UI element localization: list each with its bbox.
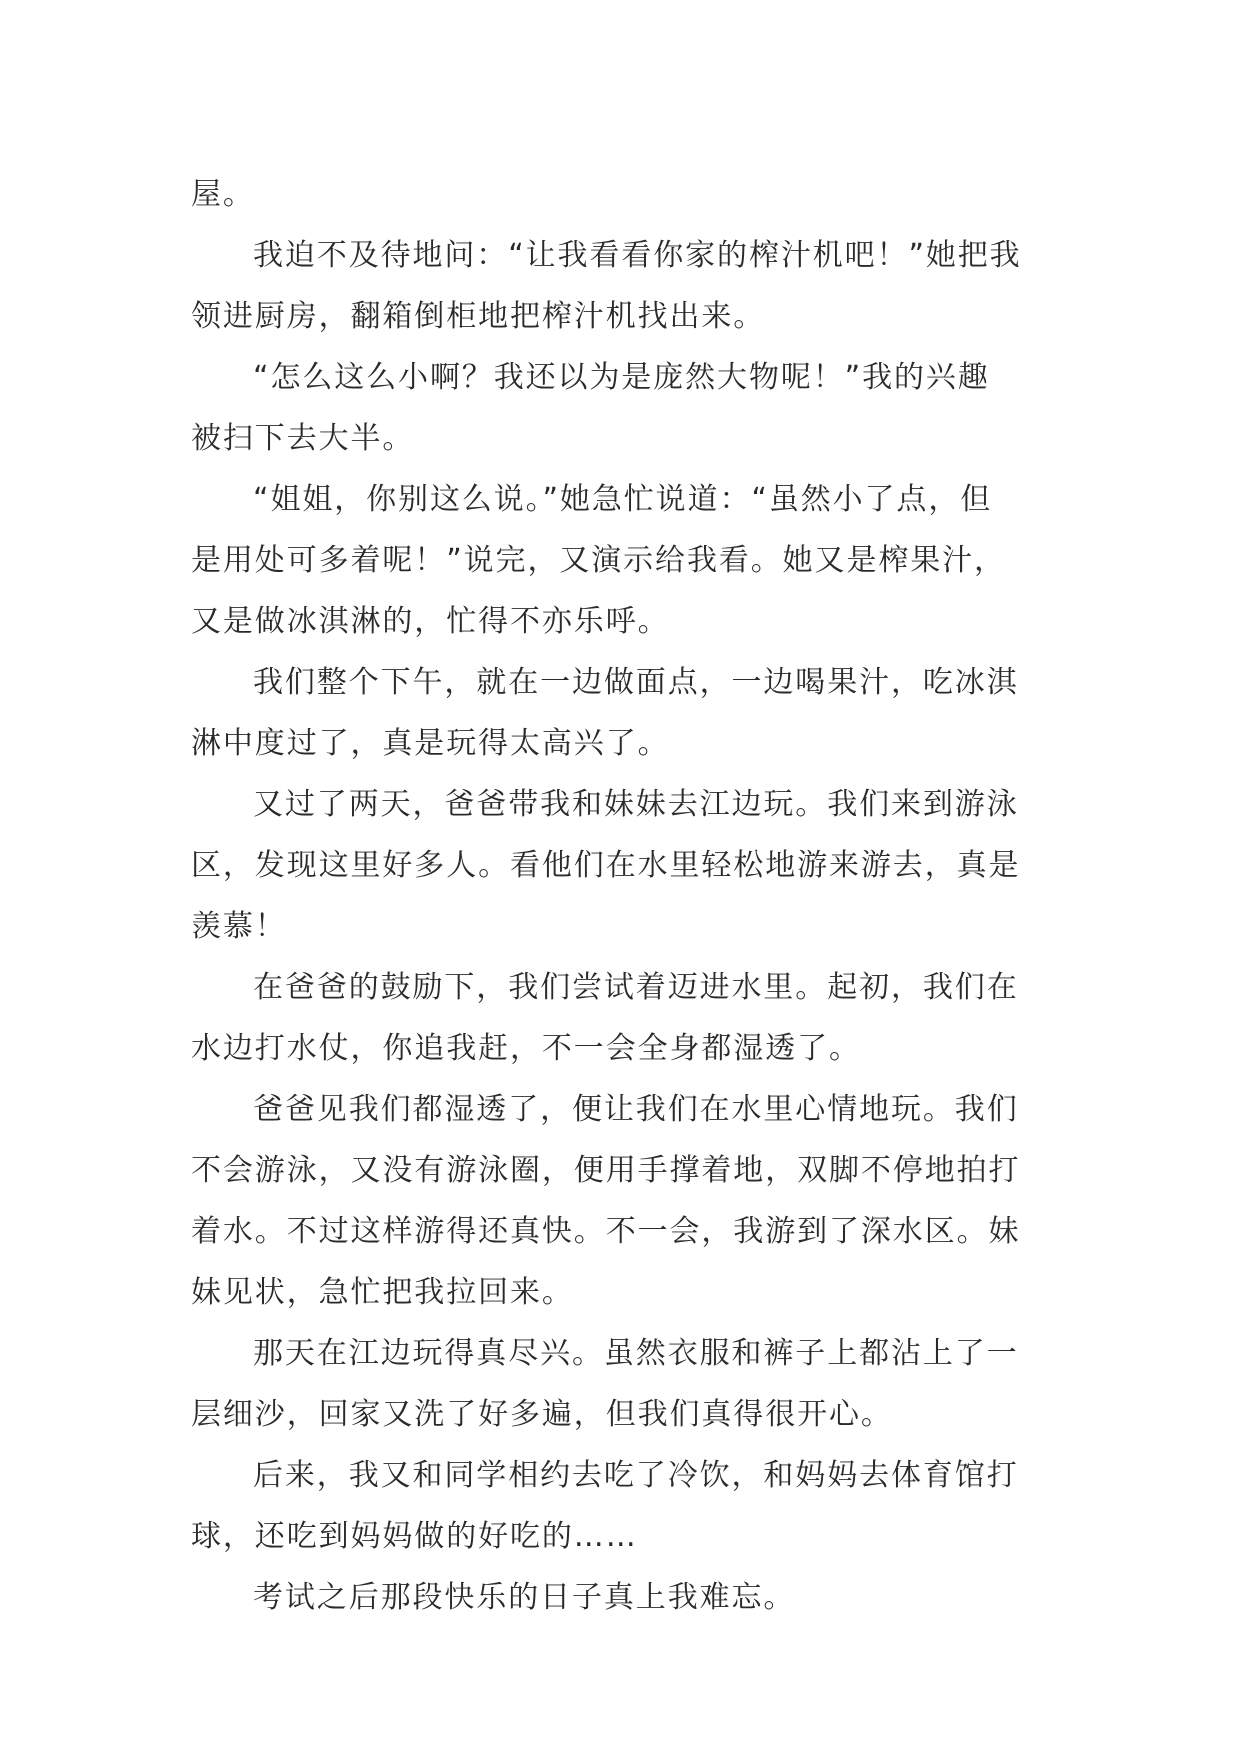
- text-line: 又是做冰淇淋的，忙得不亦乐呼。: [191, 604, 670, 639]
- document-page: [191, 164, 1053, 1628]
- text-line: 我们整个下午，就在一边做面点，一边喝果汁，吃冰淇: [253, 665, 1019, 700]
- text-line: 着水。不过这样游得还真快。不一会，我游到了深水区。妹: [191, 1214, 1021, 1249]
- text-line: 那天在江边玩得真尽兴。虽然衣服和裤子上都沾上了一: [253, 1336, 1019, 1371]
- text-line: 是用处可多着呢！”说完，又演示给我看。她又是榨果汁，: [191, 543, 1006, 578]
- text-line: 区，发现这里好多人。看他们在水里轻松地游来游去，真是: [191, 848, 1021, 883]
- text-line: 层细沙，回家又洗了好多遍，但我们真得很开心。: [191, 1397, 893, 1432]
- text-line: “怎么这么小啊？我还以为是庞然大物呢！”我的兴趣: [253, 360, 990, 395]
- text-line: 羡慕！: [191, 909, 287, 944]
- text-line: 爸爸见我们都湿透了，便让我们在水里心情地玩。我们: [253, 1092, 1019, 1127]
- text-line: 领进厨房，翻箱倒柜地把榨汁机找出来。: [191, 299, 766, 334]
- text-line: “姐姐，你别这么说。”她急忙说道：“虽然小了点，但: [253, 482, 993, 517]
- text-line: 我迫不及待地问：“让我看看你家的榨汁机吧！”她把我: [253, 238, 1022, 273]
- text-line: 屋。: [191, 177, 255, 212]
- text-line: 不会游泳，又没有游泳圈，便用手撑着地，双脚不停地拍打: [191, 1153, 1021, 1188]
- text-line: 在爸爸的鼓励下，我们尝试着迈进水里。起初，我们在: [253, 970, 1019, 1005]
- text-line: 淋中度过了，真是玩得太高兴了。: [191, 726, 670, 761]
- text-line: 妹见状，急忙把我拉回来。: [191, 1275, 574, 1310]
- text-line: 又过了两天，爸爸带我和妹妹去江边玩。我们来到游泳: [253, 787, 1019, 822]
- text-line: 球，还吃到妈妈做的好吃的……: [191, 1519, 638, 1554]
- text-line: 考试之后那段快乐的日子真上我难忘。: [253, 1580, 796, 1615]
- text-line: 被扫下去大半。: [191, 421, 415, 456]
- text-line: 后来，我又和同学相约去吃了冷饮，和妈妈去体育馆打: [253, 1458, 1019, 1493]
- text-line: 水边打水仗，你追我赶，不一会全身都湿透了。: [191, 1031, 861, 1066]
